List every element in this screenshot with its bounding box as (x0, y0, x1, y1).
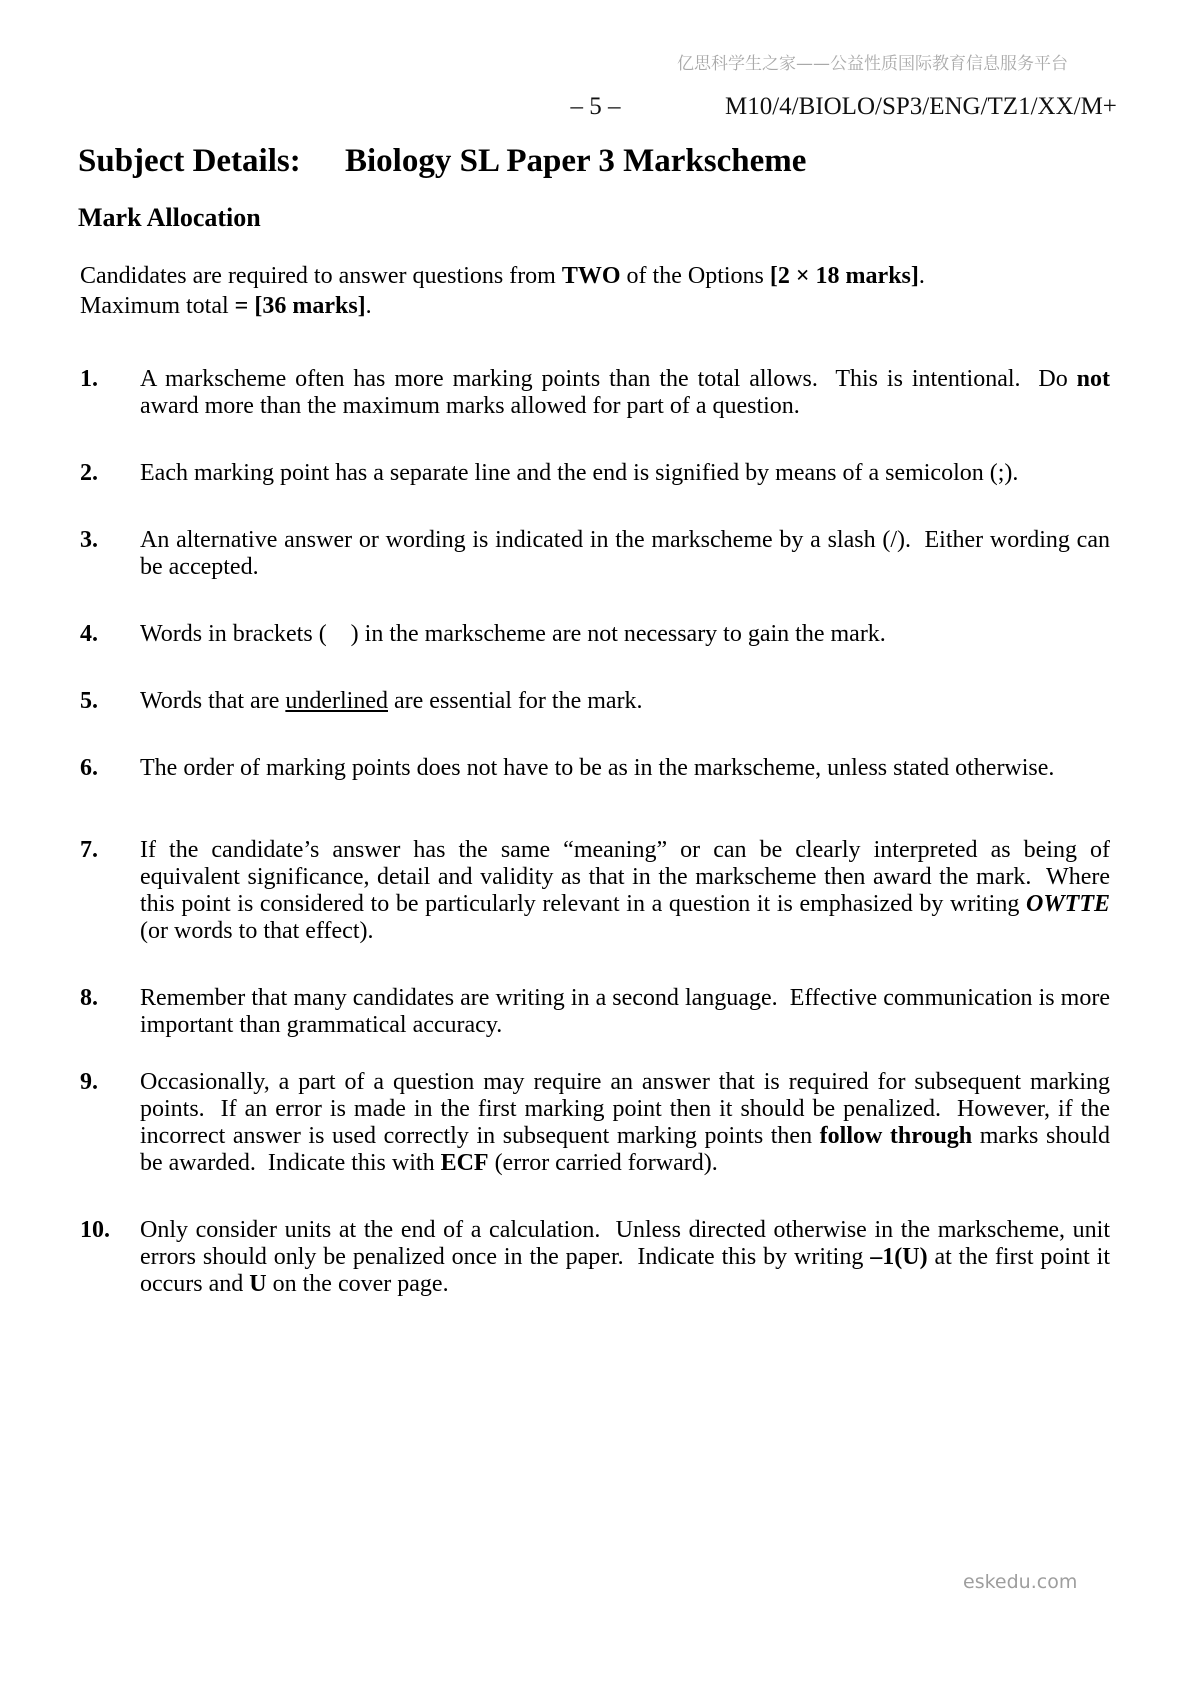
list-item (80, 460, 1110, 487)
page-title (78, 143, 1131, 179)
page-title-value: Biology SL Paper 3 Markscheme (345, 143, 807, 179)
list-item-number: 1. (80, 366, 98, 392)
list-item-text: An alternative answer or wording is indicated in the markscheme by a slash (/). Either wording can be accepted. (140, 527, 1110, 580)
list-item (80, 1069, 1110, 1177)
intro-line-2: Maximum total = [36 marks]. (80, 293, 372, 319)
intro-line-1: Candidates are required to answer questions from TWO of the Options [2 × 18 marks]. (80, 263, 925, 289)
page-title-label: Subject Details: (78, 143, 301, 179)
list-item-text: If the candidate’s answer has the same “meaning” or can be clearly interpreted as being of equivalent significance, detail and validity as that in the markscheme then award the mark. Where this point is considered to be particularly relevant in a question it is emphasized by writing OWTTE (or words to that effect). (140, 837, 1110, 944)
list-item-text: Words that are underlined are essential for the mark. (140, 688, 643, 714)
list-item-number: 9. (80, 1069, 98, 1095)
list-item-number: 3. (80, 527, 98, 553)
list-item-number: 4. (80, 621, 98, 647)
page-number: – 5 – (570, 93, 621, 120)
document-code: M10/4/BIOLO/SP3/ENG/TZ1/XX/M+ (725, 93, 1117, 120)
list-item-number: 5. (80, 688, 98, 714)
list-item-number: 6. (80, 755, 98, 781)
list-item-number: 8. (80, 985, 98, 1011)
list-item-text: Words in brackets ( ) in the markscheme are not necessary to gain the mark. (140, 621, 886, 647)
list-item (80, 837, 1110, 945)
list-item (80, 755, 1110, 782)
list-item (80, 1217, 1110, 1298)
list-item-text: A markscheme often has more marking points than the total allows. This is intentional. Do not award more than the maximum marks allowed for part of a question. (140, 366, 1110, 419)
list-item (80, 621, 1110, 648)
list-item-text: Only consider units at the end of a calculation. Unless directed otherwise in the markscheme, unit errors should only be penalized once in the paper. Indicate this by writing –1(U) at the first point it occurs and U on the cover page. (140, 1217, 1110, 1297)
list-item (80, 366, 1110, 420)
list-item-text: Remember that many candidates are writing in a second language. Effective communication is more important than grammatical accuracy. (140, 985, 1110, 1038)
list-item (80, 985, 1110, 1039)
section-heading: Mark Allocation (78, 203, 261, 232)
mark-allocation-list (80, 366, 1110, 1338)
list-item (80, 688, 1110, 715)
list-item-text: Occasionally, a part of a question may require an answer that is required for subsequent marking points. If an error is made in the first marking point then it should be penalized. However, if the incorrect answer is used correctly in subsequent marking points then follow through marks should be awarded. Indicate this with ECF (error carried forward). (140, 1069, 1110, 1176)
list-item-text: Each marking point has a separate line and the end is signified by means of a semicolon (;). (140, 460, 1019, 486)
list-item-number: 2. (80, 460, 98, 486)
list-item (80, 527, 1110, 581)
list-item-text: The order of marking points does not have to be as in the markscheme, unless stated otherwise. (140, 755, 1055, 781)
footer-watermark: eskedu.com (963, 1571, 1078, 1593)
list-item-number: 7. (80, 837, 98, 863)
intro-paragraph (80, 261, 1112, 321)
cjk-watermark-header: 亿思科学生之家——公益性质国际教育信息服务平台 (677, 54, 1068, 74)
list-item-number: 10. (80, 1217, 110, 1243)
